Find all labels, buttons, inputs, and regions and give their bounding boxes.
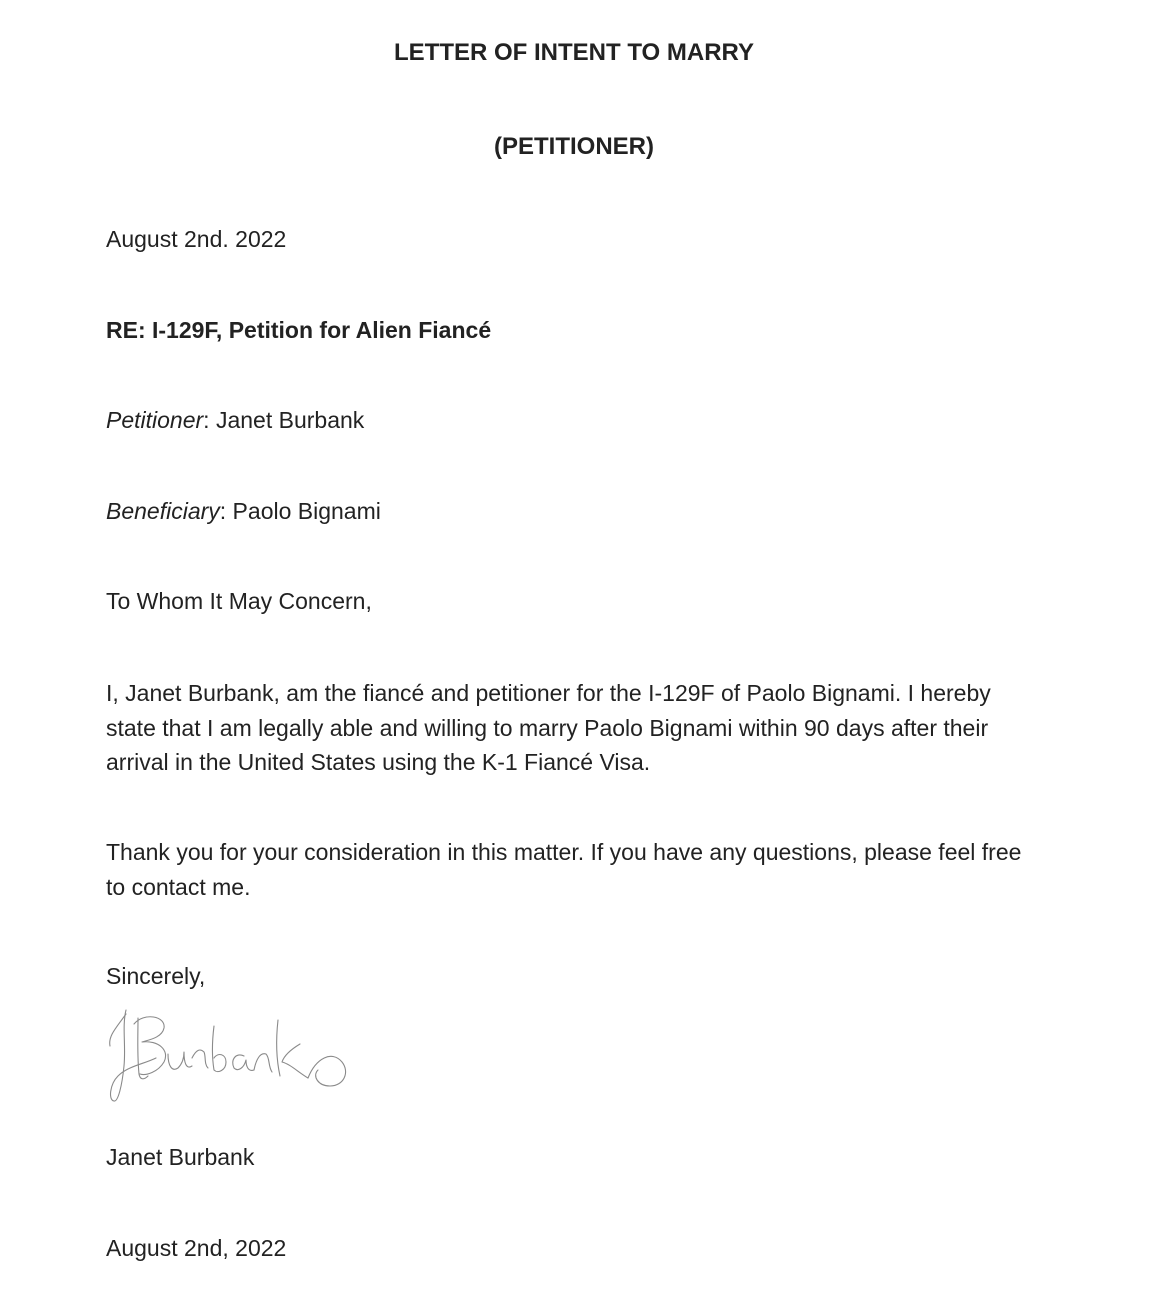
body-paragraph-thanks: Thank you for your consideration in this matter. If you have any questions, please feel free to contact me. <box>106 839 1022 900</box>
beneficiary-label: Beneficiary <box>106 498 220 524</box>
letter-subtitle: (PETITIONER) <box>494 133 654 160</box>
petitioner-line <box>106 407 364 435</box>
signer-name: Janet Burbank <box>106 1144 255 1170</box>
closing: Sincerely, <box>106 963 206 989</box>
handwritten-signature <box>104 1006 354 1106</box>
beneficiary-value: : Paolo Bignami <box>219 498 381 524</box>
salutation: To Whom It May Concern, <box>106 588 372 614</box>
letter-date: August 2nd. 2022 <box>106 226 287 252</box>
signature-date: August 2nd, 2022 <box>106 1235 287 1261</box>
petitioner-label: Petitioner <box>106 407 204 433</box>
letter-title: LETTER OF INTENT TO MARRY <box>394 39 754 66</box>
beneficiary-line <box>106 498 381 526</box>
subject-line: RE: I-129F, Petition for Alien Fiancé <box>106 317 492 343</box>
body-paragraph-intent: I, Janet Burbank, am the fiancé and petitioner for the I-129F of Paolo Bignami. I hereby state that I am legally able and willing to marry Paolo Bignami within 90 days after their arrival in the United States using the K-1 Fiancé Visa. <box>106 680 991 775</box>
petitioner-value: : Janet Burbank <box>203 407 365 433</box>
